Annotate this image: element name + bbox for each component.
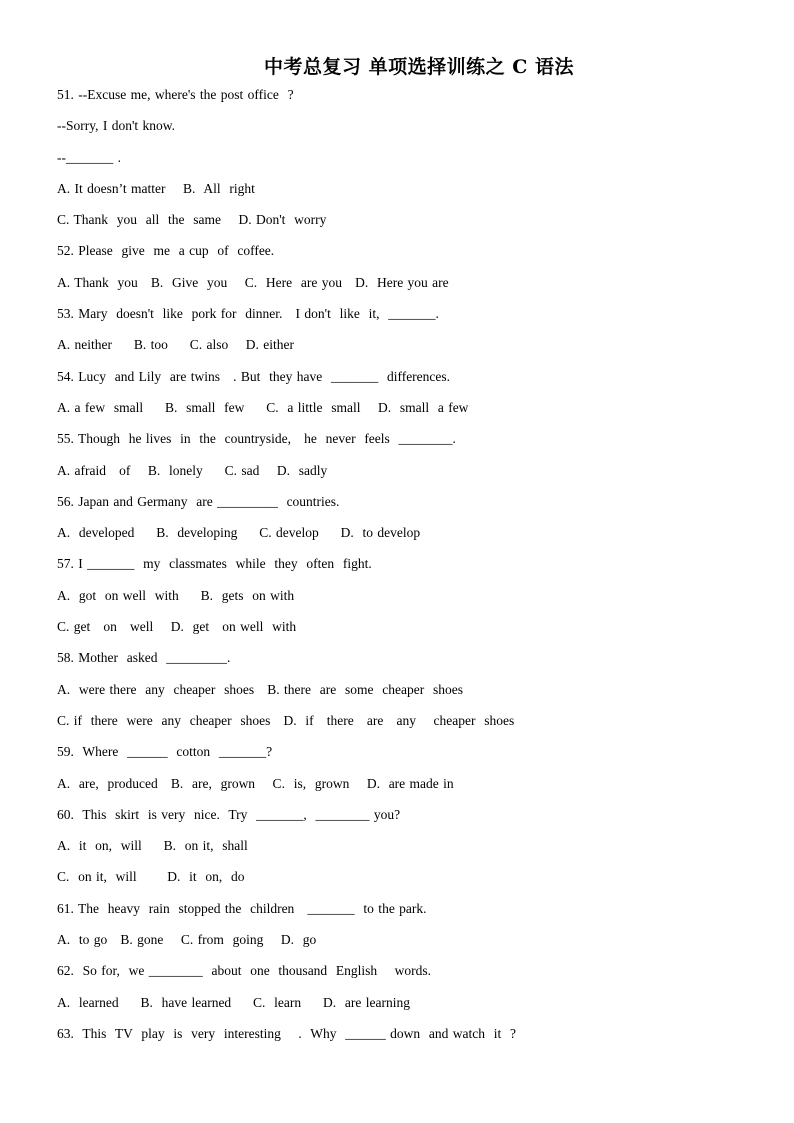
option-line: C. Thank you all the same D. Don't worry: [57, 212, 327, 228]
option-line: A. a few small B. small few C. a little small D. small a few: [57, 399, 469, 415]
option-line: A. got on well with B. gets on with: [57, 587, 295, 603]
option-line: A. neither B. too C. also D. either: [57, 337, 294, 353]
question-line: 62. So for, we ________ about one thousand English words.: [57, 963, 432, 979]
question-line: 53. Mary doesn't like pork for dinner. I don't like it, _______.: [57, 306, 439, 322]
page-title: 中考总复习 单项选择训练之 C 语法: [264, 56, 574, 78]
option-line: A. to go B. gone C. from going D. go: [57, 932, 317, 948]
option-line: A. developed B. developing C. develop D. to develop: [57, 525, 421, 541]
option-line: A. learned B. have learned C. learn D. are learning: [57, 994, 411, 1010]
option-line: A. It doesn’t matter B. All right: [57, 180, 255, 196]
option-line: A. were there any cheaper shoes B. there are some cheaper shoes: [57, 681, 463, 697]
question-line: 60. This skirt is very nice. Try _______, ________ you?: [57, 806, 401, 822]
question-line: 59. Where ______ cotton _______?: [57, 744, 273, 760]
question-line: 57. I _______ my classmates while they often fight.: [57, 556, 372, 572]
question-line: 52. Please give me a cup of coffee.: [57, 243, 275, 259]
option-line: A. are, produced B. are, grown C. is, grown D. are made in: [57, 775, 454, 791]
option-line: C. on it, will D. it on, do: [57, 869, 245, 885]
question-line: --Sorry, I don't know.: [57, 118, 176, 134]
option-line: A. Thank you B. Give you C. Here are you D. Here you are: [57, 274, 449, 290]
question-line: 61. The heavy rain stopped the children _______ to the park.: [57, 900, 427, 916]
question-line: 63. This TV play is very interesting . Why ______ down and watch it ?: [57, 1025, 516, 1041]
question-line: 55. Though he lives in the countryside, he never feels ________.: [57, 431, 456, 447]
question-line: 51. --Excuse me, where's the post office ?: [57, 87, 294, 102]
question-list: [57, 86, 757, 1056]
option-line: A. it on, will B. on it, shall: [57, 838, 248, 854]
option-line: C. if there were any cheaper shoes D. if there are any cheaper shoes: [57, 712, 515, 728]
question-line: --_______ .: [57, 149, 121, 165]
question-line: 58. Mother asked _________.: [57, 650, 231, 666]
option-line: A. afraid of B. lonely C. sad D. sadly: [57, 462, 328, 478]
question-line: 56. Japan and Germany are _________ countries.: [57, 493, 340, 509]
option-line: C. get on well D. get on well with: [57, 619, 297, 635]
question-line: 54. Lucy and Lily are twins . But they have _______ differences.: [57, 368, 451, 384]
